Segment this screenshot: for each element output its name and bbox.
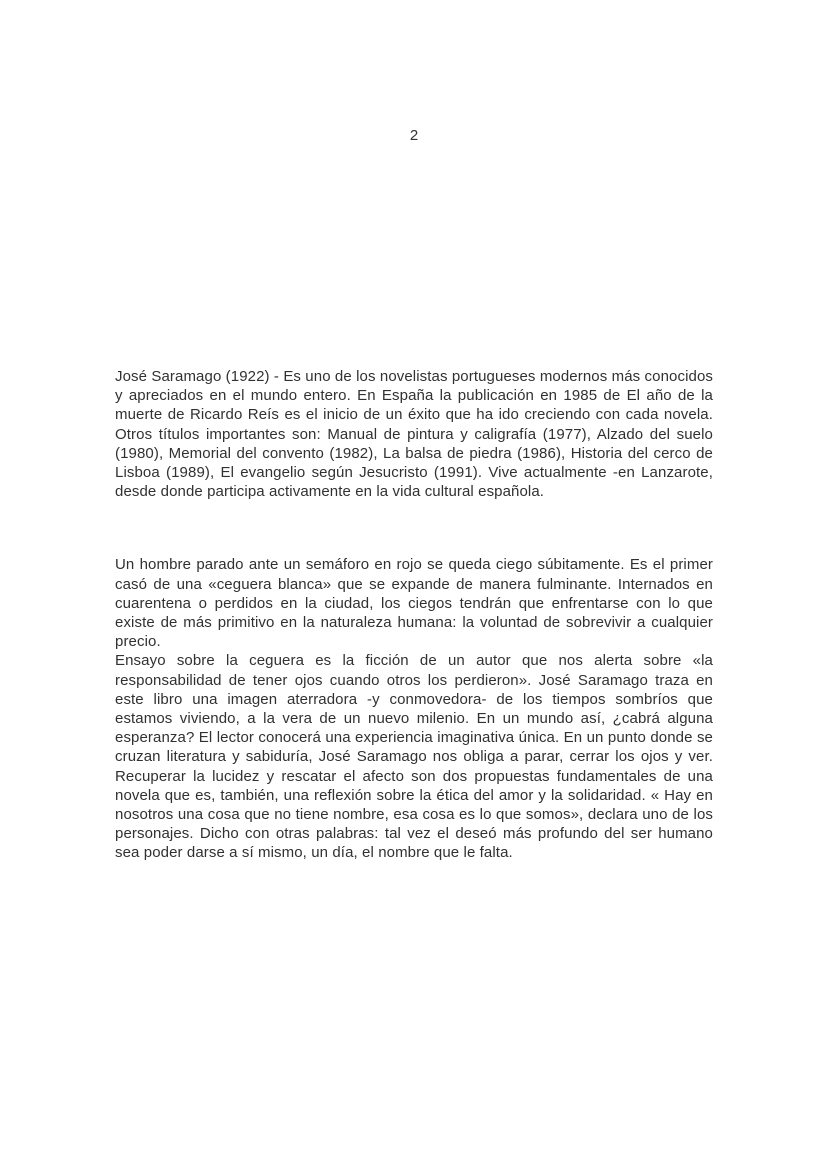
synopsis-paragraph: Un hombre parado ante un semáforo en rojo se queda ciego súbitamente. Es el primer casó de una «ceguera blanca» que se expande de manera fulminante. Internados en cuarentena o perdidos en la ciudad, los ciegos tendrán que enfrentarse con lo que existe de más primitivo en la naturaleza humana: la voluntad de sobrevivir a cualquier precio. [115,556,713,651]
author-bio-paragraph: José Saramago (1922) - Es uno de los novelistas portugueses modernos más conocidos y apreciados en el mundo entero. En España la publicación en 1985 de El año de la muerte de Ricardo Reís es el inicio de un éxito que ha ido creciendo con cada novela. Otros títulos importantes son: Manual de pintura y caligrafía (1977), Alzado del suelo (1980), Memorial del convento (1982), La balsa de piedra (1986), Historia del cerco de Lisboa (1989), El evangelio según Jesucristo (1991). Vive actualmente -en Lanzarote, desde donde participa activamente en la vida cultural española. [115,368,713,501]
review-paragraph: Ensayo sobre la ceguera es la ficción de un autor que nos alerta sobre «la responsabilidad de tener ojos cuando otros los perdieron». José Saramago traza en este libro una imagen aterradora -y conmovedora- de los tiempos sombríos que estamos viviendo, a la vera de un nuevo milenio. En un mundo así, ¿cabrá alguna esperanza? El lector conocerá una experiencia imaginativa única. En un punto donde se cruzan literatura y sabiduría, José Saramago nos obliga a parar, cerrar los ojos y ver. Recuperar la lucidez y rescatar el afecto son dos propuestas fundamentales de una novela que es, también, una reflexión sobre la ética del amor y la solidaridad. « Hay en nosotros una cosa que no tiene nombre, esa cosa es lo que somos», declara uno de los personajes. Dicho con otras palabras: tal vez el deseó más profundo del ser humano sea poder darse a sí mismo, un día, el nombre que le falta. [115,652,713,862]
page-number: 2 [409,127,419,144]
